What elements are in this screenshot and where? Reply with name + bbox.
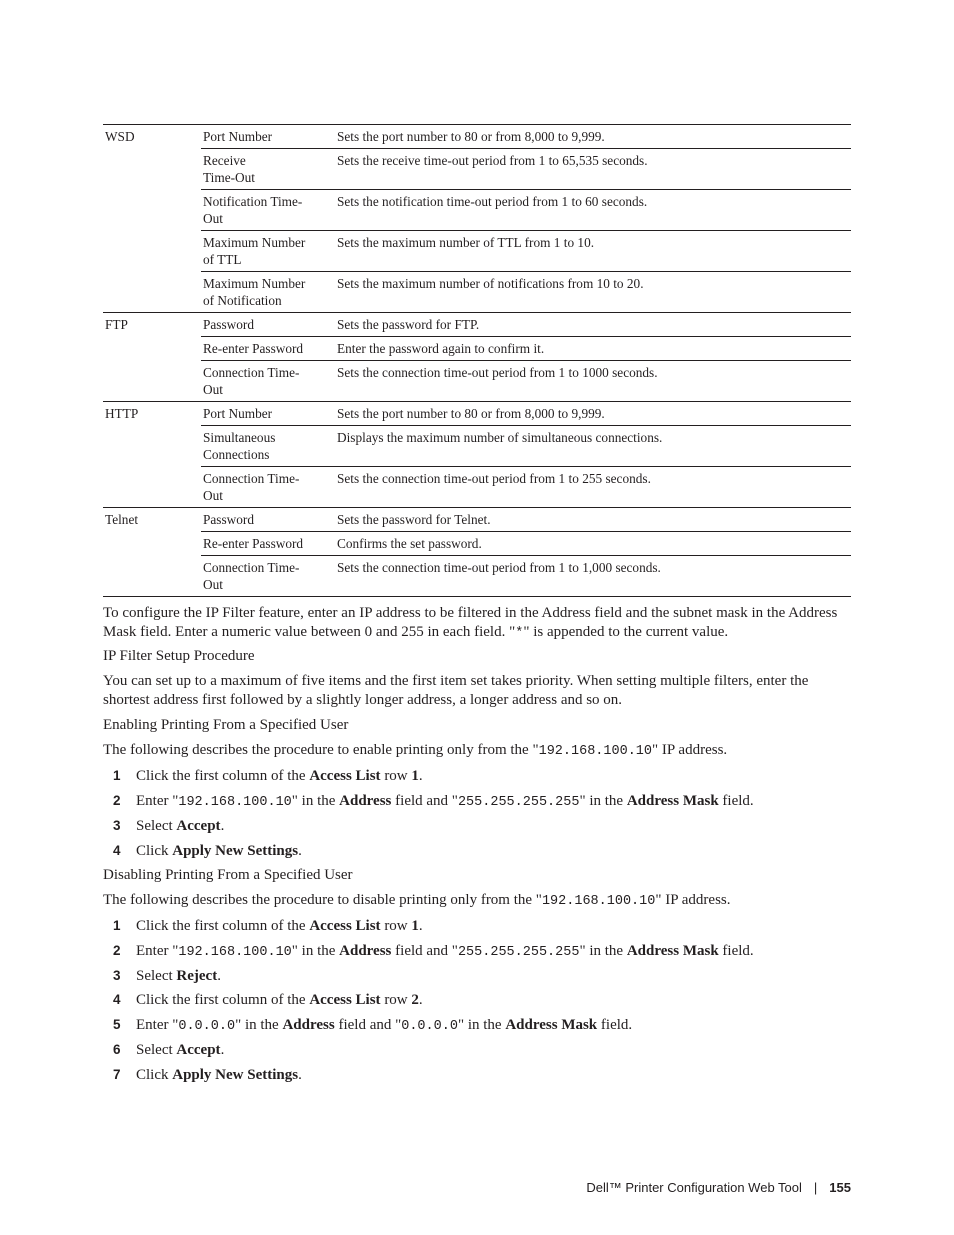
table-item: Notification Time- Out [201,190,335,231]
table-description: Sets the connection time-out period from 1 to 1000 seconds. [335,361,851,402]
enable-step-1: 1 Click the first column of the Access List row 1. [113,768,423,784]
disable-step-5: 5 Enter "0.0.0.0" in the Address field and "0.0.0.0" in the Address Mask field. [113,1017,633,1034]
disable-step-4: 4 Click the first column of the Access List row 2. [113,992,423,1008]
table-row [103,190,851,231]
disable-step-3: 3 Select Reject. [113,968,221,984]
disable-step-7: 7 Click Apply New Settings. [113,1067,302,1083]
disable-heading: Disabling Printing From a Specified User [103,867,353,883]
table-row [103,426,851,467]
table-category: WSD [103,125,201,313]
enable-intro-a: The following describes the procedure to enable printing only from the " [103,742,539,758]
table-row [103,272,851,313]
intro-text-a: To configure the IP Filter feature, enter an IP address to be filtered in the Address field and the subnet mask in the Address Mask field. Enter a numeric value between 0 and 255 in each field. " [103,605,838,640]
table-item: Simultaneous Connections [201,426,335,467]
setup-heading: IP Filter Setup Procedure [103,648,255,664]
table-item: Connection Time- Out [201,556,335,597]
page-footer [586,1180,851,1195]
disable-intro [103,891,848,911]
enable-heading: Enabling Printing From a Specified User [103,717,349,733]
table-row [103,337,851,361]
disable-intro-a: The following describes the procedure to disable printing only from the " [103,892,542,908]
footer-title: Dell™ Printer Configuration Web Tool [586,1180,802,1195]
enable-step-2: 2 Enter "192.168.100.10" in the Address field and "255.255.255.255" in the Address Mask field. [113,793,754,810]
table-description: Displays the maximum number of simultaneous connections. [335,426,851,467]
disable-step-6: 6 Select Accept. [113,1042,225,1058]
table-item: Maximum Number of TTL [201,231,335,272]
table-description: Sets the receive time-out period from 1 to 65,535 seconds. [335,149,851,190]
table-description: Sets the password for Telnet. [335,508,851,532]
table-item: Connection Time- Out [201,361,335,402]
disable-step-2: 2 Enter "192.168.100.10" in the Address field and "255.255.255.255" in the Address Mask field. [113,943,754,960]
enable-step-4: 4 Click Apply New Settings. [113,843,302,859]
table-row [103,532,851,556]
table-item: Password [201,313,335,337]
disable-intro-code: 192.168.100.10 [541,894,656,909]
setup-text: You can set up to a maximum of five items and the first item set takes priority. When setting multiple filters, enter the shortest address first followed by a slightly longer address, a longer address and so on. [103,673,809,708]
enable-intro [103,741,848,761]
table-item: Port Number [201,402,335,426]
table-description: Confirms the set password. [335,532,851,556]
table-description: Enter the password again to confirm it. [335,337,851,361]
enable-intro-code: 192.168.100.10 [538,744,653,759]
table-item: Re-enter Password [201,532,335,556]
enable-intro-b: " IP address. [652,742,728,758]
table-item: Port Number [201,125,335,149]
table-row [103,231,851,272]
table-item: Maximum Number of Notification [201,272,335,313]
table-category: Telnet [103,508,201,597]
table-row [103,556,851,597]
table-row [103,125,851,149]
table-description: Sets the maximum number of notifications from 10 to 20. [335,272,851,313]
table-row [103,361,851,402]
table-category: FTP [103,313,201,402]
table-item: Connection Time- Out [201,467,335,508]
table-row [103,508,851,532]
enable-step-3: 3 Select Accept. [113,818,225,834]
table-row [103,467,851,508]
table-description: Sets the port number to 80 or from 8,000 to 9,999. [335,402,851,426]
table-description: Sets the connection time-out period from 1 to 255 seconds. [335,467,851,508]
disable-intro-b: " IP address. [655,892,731,908]
table-category: HTTP [103,402,201,508]
table-description: Sets the port number to 80 or from 8,000 to 9,999. [335,125,851,149]
intro-code: * [515,626,524,641]
table-row [103,313,851,337]
footer-separator: | [813,1180,818,1195]
ip-filter-intro [103,604,848,643]
table-item: Receive Time-Out [201,149,335,190]
disable-step-1: 1 Click the first column of the Access List row 1. [113,918,423,934]
settings-table [103,124,851,597]
table-item: Password [201,508,335,532]
table-description: Sets the connection time-out period from 1 to 1,000 seconds. [335,556,851,597]
table-description: Sets the password for FTP. [335,313,851,337]
table-item: Re-enter Password [201,337,335,361]
intro-text-b: " is appended to the current value. [523,624,729,640]
page-number: 155 [829,1180,851,1195]
table-row [103,149,851,190]
table-row [103,402,851,426]
table-description: Sets the maximum number of TTL from 1 to 10. [335,231,851,272]
table-description: Sets the notification time-out period from 1 to 60 seconds. [335,190,851,231]
